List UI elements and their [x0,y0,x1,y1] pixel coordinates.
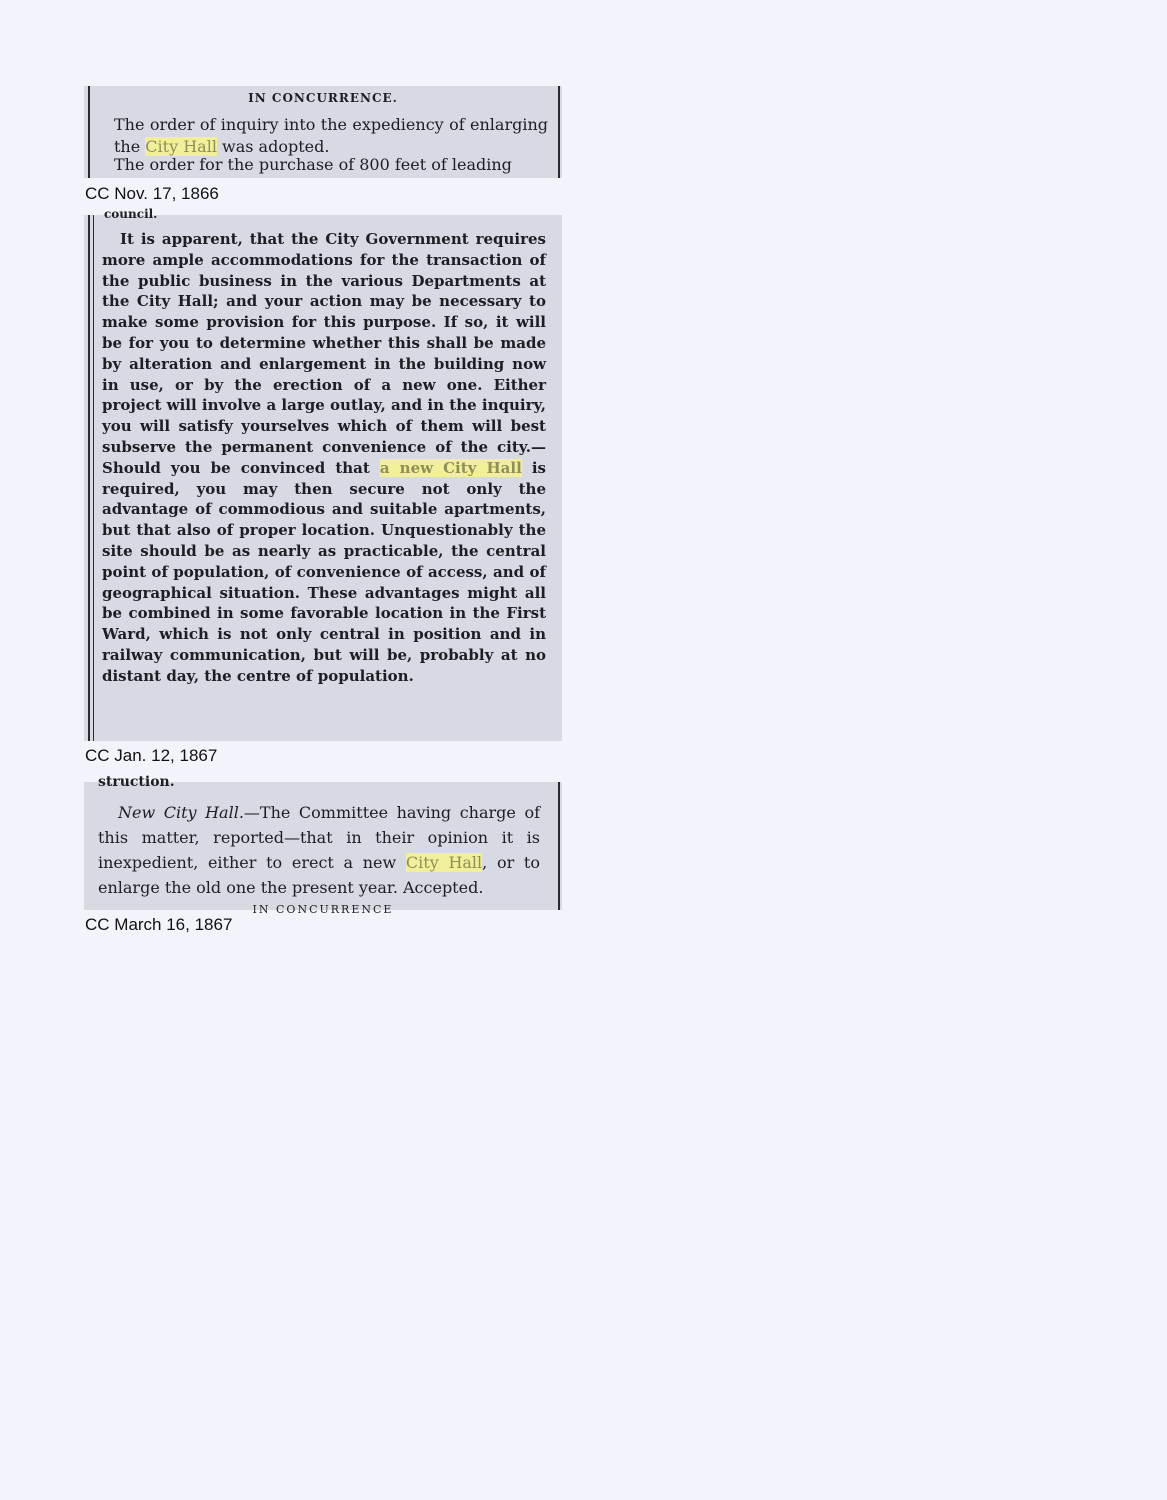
clipping-text: The order of inquiry into the expediency of enlarging the [114,115,548,156]
clipping-text: , or to enlarge the old one the present year. Accepted. [98,853,540,897]
clipping-caption: CC March 16, 1867 [85,915,233,934]
clipping-text: —The Committee having charge of this matter, reported—that in their opinion it is inexpedient, either to erect a new [98,803,540,872]
clipping-text: was adopted. [216,137,330,156]
clipping-cut-line: council. [104,207,158,221]
clipping-caption: CC Jan. 12, 1867 [85,746,218,765]
clipping-paragraph [98,800,540,900]
column-rule-left [88,215,90,741]
clipping-caption: CC Nov. 17, 1866 [85,184,219,203]
column-rule-inner [93,215,94,741]
clipping-cut-line: struction. [98,774,175,790]
clipping-cut-line: IN CONCURRENCE [252,903,394,916]
clipping-paragraph [114,114,548,158]
clipping-italic-lead: New City Hall. [118,803,244,822]
newspaper-clipping-nov-1866 [84,86,562,178]
clipping-heading: IN CONCURRENCE. [248,91,398,105]
highlighted-phrase: a new City Hall [379,458,522,477]
newspaper-clipping-mar-1867 [84,774,562,916]
highlighted-phrase: City Hall [145,137,217,156]
clipping-cut-line: The order for the purchase of 800 feet of leading [114,155,512,174]
clipping-text: is required, you may then secure not only the advantage of commodious and suitable apartments, but that also of proper location. Unquestionably the site should be as nearly as practicable, the central point of population, of convenience of access, and of geographical situation. These advantages might all be combined in some favorable location in the First Ward, which is not only central in position and in railway communication, but will be, probably at no distant day, the centre of population. [102,458,546,685]
clipping-text: It is apparent, that the City Government requires more ample accommodations for the transaction of the public business in the various Departments at the City Hall; and your action may be necessary to make some provision for this purpose. If so, it will be for you to determine whether this shall be made by alteration and enlargement in the building now in use, or by the erection of a new one. Either project will involve a large outlay, and in the inquiry, you will satisfy yourselves which of them will best subserve the permanent convenience of the city.—Should you be convinced that [102,230,546,477]
column-rule-right [558,782,560,910]
clipping-paragraph [102,229,546,687]
highlighted-phrase: City Hall [405,853,483,872]
newspaper-clipping-jan-1867 [84,207,562,741]
